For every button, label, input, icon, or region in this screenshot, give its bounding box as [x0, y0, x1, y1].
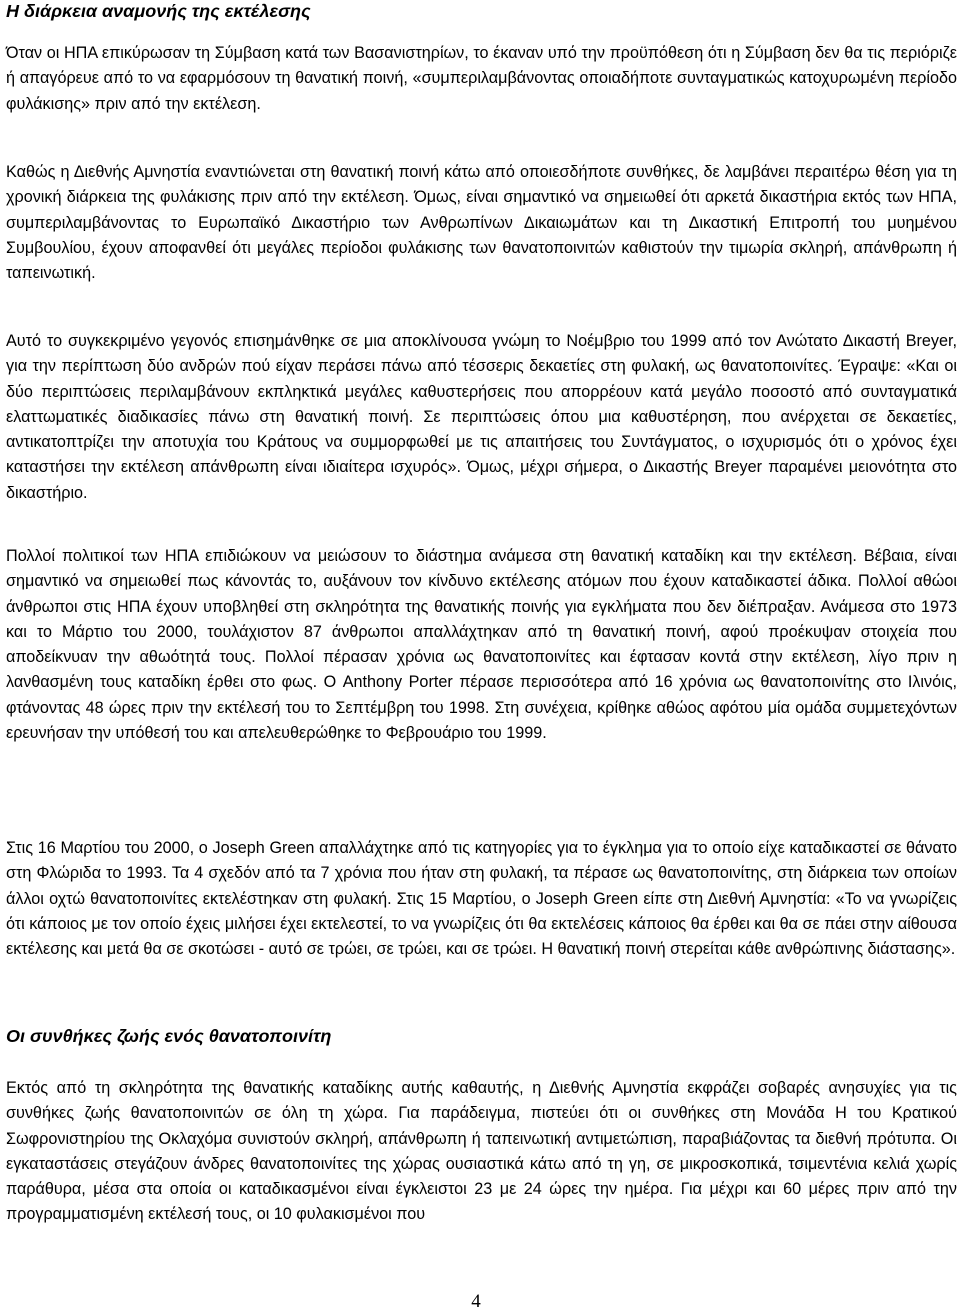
paragraph-convention-ratification: Όταν οι ΗΠΑ επικύρωσαν τη Σύμβαση κατά των Βασανιστηρίων, το έκαναν υπό την προϋπόθεση ότι η Σύμβαση δεν θα τις περιόριζε ή απαγόρευε από το να εφαρμόσουν τη θανατική ποινή, «συμπεριλαμβάνοντας οποιαδήποτε συνταγματικώς κατοχυρωμένη περίοδο φυλάκισης» πριν από την εκτέλεση. — [6, 44, 957, 113]
section-heading-living-conditions: Οι συνθήκες ζωής ενός θανατοποινίτη — [6, 1026, 332, 1046]
paragraph-breyer-opinion: Αυτό το συγκεκριμένο γεγονός επισημάνθηκε σε μια αποκλίνουσα γνώμη το Νοέμβριο του 1999 από τον Ανώτατο Δικαστή Breyer, για την περίπτωση δύο ανδρών πού είχαν περάσει πάνω από τέσσερις δεκαετίες στη φυλακή, ως θανατοποινίτες. Έγραψε: «Και οι δύο περιπτώσεις περιλαμβάνουν εκπληκτικά μεγάλες καθυστερήσεις που απορρέουν κατά μεγάλο ποσοστό από συνταγματικά ελαττωματικές διαδικασίες πάνω στη θανατική ποινή. Σε περιπτώσεις όπου μια καθυστέρηση, που ανέρχεται σε δεκαετίες, αντικατοπτρίζει την αποτυχία του Κράτους να συμμορφωθεί με τις απαιτήσεις του Συντάγματος, ο ισχυρισμός ότι ο χρόνος έχει καταστήσει την εκτέλεση απάνθρωπη είναι ιδιαίτερα ισχυρός». Όμως, μέχρι σήμερα, ο Δικαστής Breyer παραμένει μειονότητα στο δικαστήριο. — [6, 332, 957, 502]
paragraph-joseph-green: Στις 16 Μαρτίου του 2000, ο Joseph Green απαλλάχτηκε από τις κατηγορίες για το έγκλημα για το οποίο είχε καταδικαστεί σε θάνατο στη Φλώριδα το 1993. Τα 4 σχεδόν από τα 7 χρόνια που ήταν στη φυλακή, τα πέρασε ως θανατοποινίτης, στη διάρκεια των οποίων άλλοι οχτώ θανατοποινίτες εκτελέστηκαν στη φυλακή. Στις 15 Μαρτίου, ο Joseph Green είπε στη Διεθνή Αμνηστία: «Το να γνωρίζεις ότι κάποιος με τον οποίο έχεις μιλήσει έχει εκτελεστεί, το να γνωρίζεις ότι θα εκτελέσεις κάποιος θα έρθει και θα σε πάει στην αίθουσα εκτέλεσης και μετά θα σε σκοτώσει - αυτό σε τρώει, σε τρώει, και σε τρώει. Η θανατική ποινή στερείται κάθε ανθρώπινης διάστασης». — [6, 839, 957, 959]
page-number: 4 — [471, 1291, 481, 1312]
section-heading-waiting-period: Η διάρκεια αναμονής της εκτέλεσης — [6, 1, 311, 21]
paragraph-amnesty-position: Καθώς η Διεθνής Αμνηστία εναντιώνεται στη θανατική ποινή κάτω από οποιεσδήποτε συνθήκες, δε λαμβάνει περαιτέρω θέση για τη χρονική διάρκεια της φυλάκισης πριν από την εκτέλεση. Όμως, είναι σημαντικό να σημειωθεί ότι αρκετά δικαστήρια εκτός των ΗΠΑ, συμπεριλαμβάνοντας το Ευρωπαϊκό Δικαστήριο των Ανθρωπίνων Δικαιωμάτων και τη Δικαστική Επιτροπή του μυημένου Συμβουλίου, έχουν αποφανθεί ότι μεγάλες περίοδοι φυλάκισης των θανατοποινιτών καθιστούν την τιμωρία σκληρή, απάνθρωπη ή ταπεινωτική. — [6, 163, 957, 283]
paragraph-oklahoma-conditions: Εκτός από τη σκληρότητα της θανατικής καταδίκης αυτής καθαυτής, η Διεθνής Αμνηστία εκφράζει σοβαρές ανησυχίες για τις συνθήκες ζωής θανατοποινιτών σε όλη τη χώρα. Για παράδειγμα, πιστεύει ότι οι συνθήκες στη Μονάδα Η του Κρατικού Σωφρονιστηρίου της Οκλαχόμα συνιστούν σκληρή, απάνθρωπη ή ταπεινωτική αντιμετώπιση, παραβιάζοντας τα διεθνή πρότυπα. Οι εγκαταστάσεις στεγάζουν άνδρες θανατοποινίτες της χώρας ουσιαστικά κάτω από τη γη, σε μικροσκοπικά, τσιμεντένια κελιά χωρίς παράθυρα, μέσα στα οποία οι καταδικασμένοι είναι έγκλειστοι 23 με 24 ώρες την ημέρα. Για μέχρι και 60 μέρες πριν από την προγραμματισμένη εκτέλεσή τους, οι 10 φυλακισμένοι που — [6, 1079, 957, 1224]
paragraph-wrongful-convictions: Πολλοί πολιτικοί των ΗΠΑ επιδιώκουν να μειώσουν το διάστημα ανάμεσα στη θανατική καταδίκη και την εκτέλεση. Βέβαια, είναι σημαντικό να σημειωθεί πως κάνοντάς το, αυξάνουν τον κίνδυνο εκτέλεσης ατόμων που έχουν καταδικαστεί άδικα. Πολλοί αθώοι άνθρωποι στις ΗΠΑ έχουν υποβληθεί στη σκληρότητα της θανατικής ποινής για εγκλήματα που δεν διέπραξαν. Ανάμεσα στο 1973 και το Μάρτιο του 2000, τουλάχιστον 87 άνθρωποι απαλλάχτηκαν από τη θανατική ποινή, αφού προέκυψαν στοιχεία που αποδείκνυαν την αθωότητά τους. Πολλοί πέρασαν χρόνια ως θανατοποινίτες και έφτασαν κοντά στην εκτέλεση, λίγο πριν η λανθασμένη τους καταδίκη έρθει στο φως. Ο Anthony Porter πέρασε περισσότερα από 16 χρόνια ως θανατοποινίτης στο Ιλινόις, φτάνοντας 48 ώρες πριν την εκτέλεσή του το Σεπτέμβρη του 1998. Στη συνέχεια, κρίθηκε αθώος αφότου μία ομάδα συμμετεχόντων ερευνήσαν την υπόθεσή του και απελευθερώθηκε το Φεβρουάριο του 1999. — [6, 547, 957, 743]
